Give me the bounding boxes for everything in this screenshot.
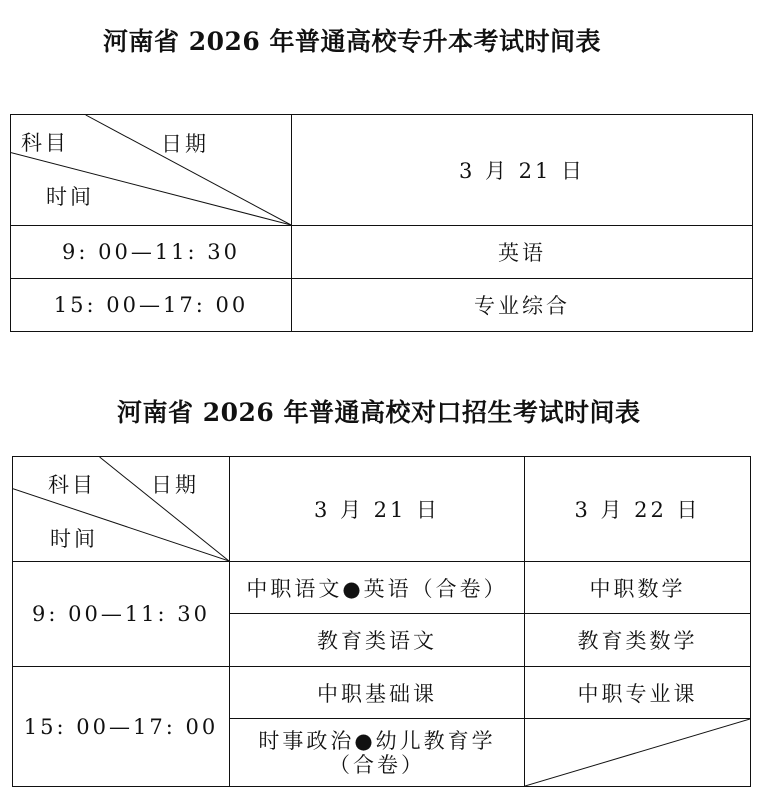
subject-cell: 英语 <box>292 226 753 279</box>
date-label: 日期 <box>161 132 209 156</box>
subject-line: （合卷） <box>329 752 425 777</box>
time-cell: 9: 00—11: 30 <box>13 562 230 667</box>
time-cell: 15: 00—17: 00 <box>13 667 230 787</box>
subject-cell: 中职基础课 <box>230 667 525 719</box>
exam-schedule-table-1 <box>10 114 753 332</box>
subject-cell: 专业综合 <box>292 279 753 332</box>
date-cell: 3 月 21 日 <box>230 457 525 562</box>
diagonal-header-cell <box>11 115 292 226</box>
time-cell: 9: 00—11: 30 <box>11 226 292 279</box>
subject-cell: 中职专业课 <box>525 667 751 719</box>
subject-label: 科目 <box>21 131 69 155</box>
table2-title: 河南省 2026 年普通高校对口招生考试时间表 <box>117 398 641 427</box>
diagonal-header-cell <box>13 457 230 562</box>
subject-cell: 中职数学 <box>525 562 751 614</box>
subject-cell: 中职语文●英语（合卷） <box>230 562 525 614</box>
table1-title: 河南省 2026 年普通高校专升本考试时间表 <box>103 27 601 56</box>
empty-slash-cell <box>525 719 751 787</box>
subject-cell: 教育类数学 <box>525 614 751 667</box>
subject-line: 时事政治●幼儿教育学 <box>258 728 496 753</box>
subject-cell <box>230 719 525 787</box>
date-cell: 3 月 21 日 <box>292 115 753 226</box>
time-label: 时间 <box>50 527 98 551</box>
exam-schedule-table-2 <box>12 456 751 787</box>
time-label: 时间 <box>46 185 94 209</box>
date-cell: 3 月 22 日 <box>525 457 751 562</box>
subject-label: 科目 <box>48 473 96 497</box>
subject-cell: 教育类语文 <box>230 614 525 667</box>
slash-line <box>525 719 750 786</box>
date-label: 日期 <box>151 473 199 497</box>
time-cell: 15: 00—17: 00 <box>11 279 292 332</box>
